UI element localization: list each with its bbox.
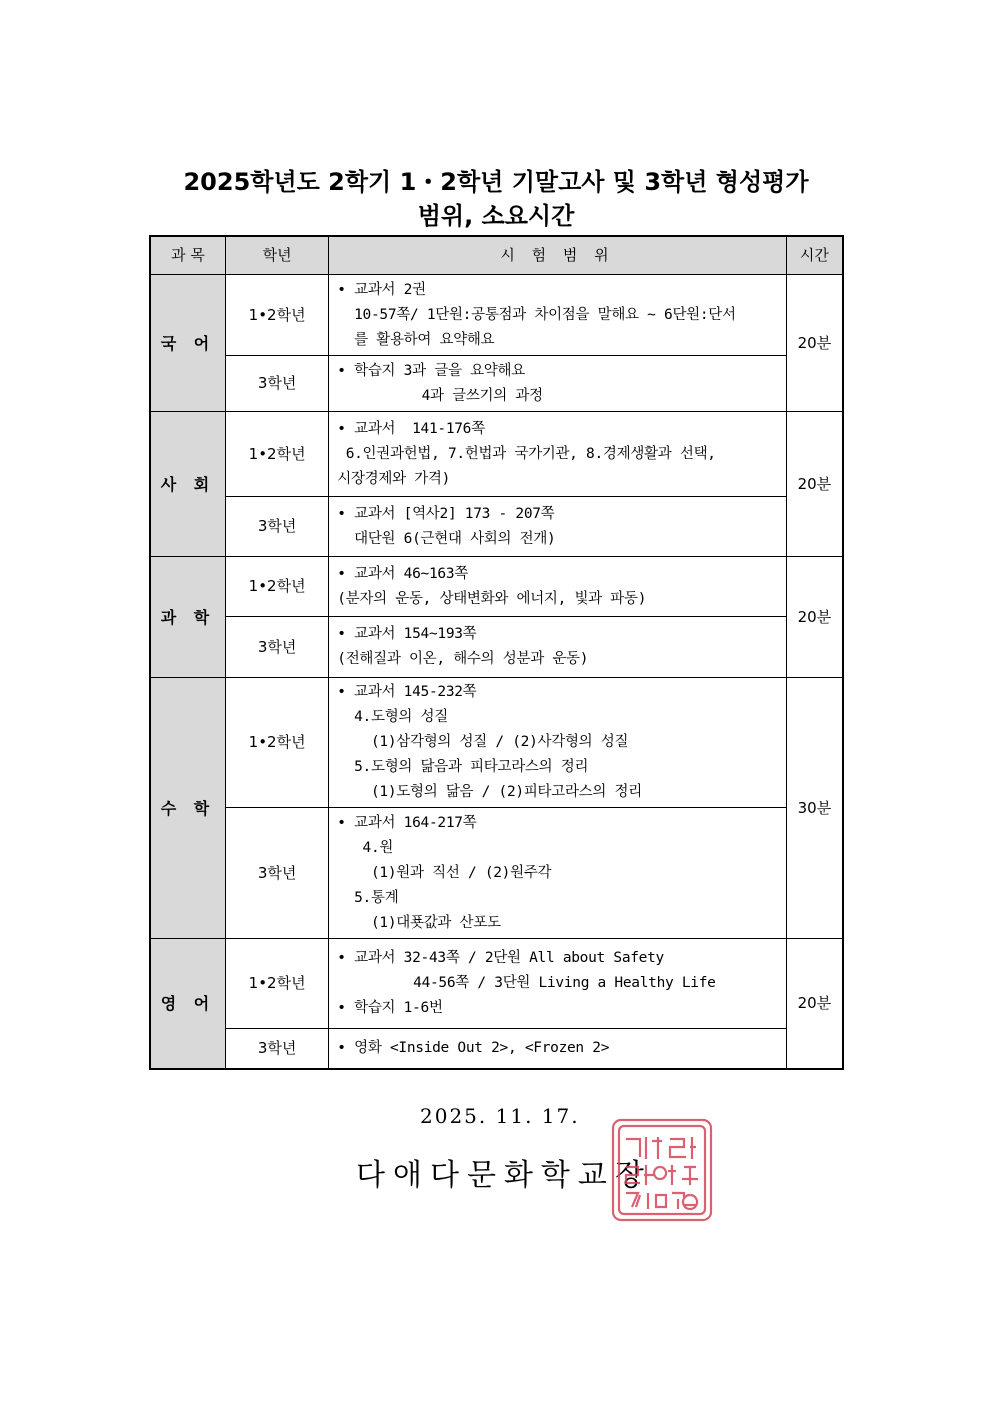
range-cell: • 교과서 [역사2] 173 - 207쪽 대단원 6(근현대 사회의 전개) — [329, 497, 787, 557]
subject-science: 과 학 — [150, 557, 225, 678]
grade-cell: 3학년 — [225, 617, 328, 678]
subject-social: 사 회 — [150, 412, 225, 557]
grade-cell: 3학년 — [225, 808, 328, 939]
range-cell: • 영화 <Inside Out 2>, <Frozen 2> — [329, 1029, 787, 1069]
exam-range-table — [149, 235, 844, 1070]
range-cell: • 교과서 141-176쪽 6.인권과헌법, 7.헌법과 국가기관, 8.경제생활과 선택, 시장경제와 가격) — [329, 412, 787, 497]
grade-cell: 1•2학년 — [225, 412, 328, 497]
range-cell: • 교과서 145-232쪽 4.도형의 성질 (1)삼각형의 성질 / (2)사각형의 성질 5.도형의 닮음과 피타고라스의 정리 (1)도형의 닮음 / (2)피타고라스의 정리 — [329, 678, 787, 808]
header-time: 시간 — [786, 236, 843, 275]
time-cell: 20분 — [786, 275, 843, 412]
table-row — [150, 678, 843, 808]
header-grade: 학년 — [225, 236, 328, 275]
grade-cell: 3학년 — [225, 497, 328, 557]
range-cell: • 학습지 3과 글을 요약해요 4과 글쓰기의 과정 — [329, 356, 787, 412]
school-principal-signature: 다애다문화학교장 — [356, 1158, 652, 1193]
grade-cell: 1•2학년 — [225, 557, 328, 617]
table-row — [150, 939, 843, 1029]
time-cell: 20분 — [786, 412, 843, 557]
table-header-row — [150, 236, 843, 275]
table-row — [150, 356, 843, 412]
grade-cell: 1•2학년 — [225, 939, 328, 1029]
subject-math: 수 학 — [150, 678, 225, 939]
range-cell: • 교과서 2권 10-57쪽/ 1단원:공통점과 차이점을 말해요 ~ 6단원:단서 를 활용하여 요약해요 — [329, 275, 787, 356]
table-row — [150, 557, 843, 617]
time-cell: 20분 — [786, 939, 843, 1069]
range-cell: • 교과서 46~163쪽 (분자의 운동, 상태변화와 에너지, 빛과 파동) — [329, 557, 787, 617]
official-seal-stamp — [610, 1117, 714, 1223]
time-cell: 20분 — [786, 557, 843, 678]
range-cell: • 교과서 154~193쪽 (전해질과 이온, 해수의 성분과 운동) — [329, 617, 787, 678]
table-row — [150, 617, 843, 678]
grade-cell: 3학년 — [225, 356, 328, 412]
issue-date: 2025. 11. 17. — [420, 1104, 580, 1128]
subject-korean: 국 어 — [150, 275, 225, 412]
table-row — [150, 412, 843, 497]
document-title: 2025학년도 2학기 1・2학년 기말고사 및 3학년 형성평가 — [183, 168, 809, 196]
document-subtitle: 범위, 소요시간 — [417, 202, 575, 230]
header-subject: 과 목 — [150, 236, 225, 275]
grade-cell: 1•2학년 — [225, 678, 328, 808]
table-row — [150, 808, 843, 939]
table-row — [150, 275, 843, 356]
table-row — [150, 1029, 843, 1069]
table-row — [150, 497, 843, 557]
grade-cell: 3학년 — [225, 1029, 328, 1069]
range-cell: • 교과서 164-217쪽 4.원 (1)원과 직선 / (2)원주각 5.통계 (1)대푯값과 산포도 — [329, 808, 787, 939]
range-cell: • 교과서 32-43쪽 / 2단원 All about Safety 44-56쪽 / 3단원 Living a Healthy Life • 학습지 1-6번 — [329, 939, 787, 1029]
header-range: 시 험 범 위 — [329, 236, 787, 275]
time-cell: 30분 — [786, 678, 843, 939]
grade-cell: 1•2학년 — [225, 275, 328, 356]
subject-english: 영 어 — [150, 939, 225, 1069]
